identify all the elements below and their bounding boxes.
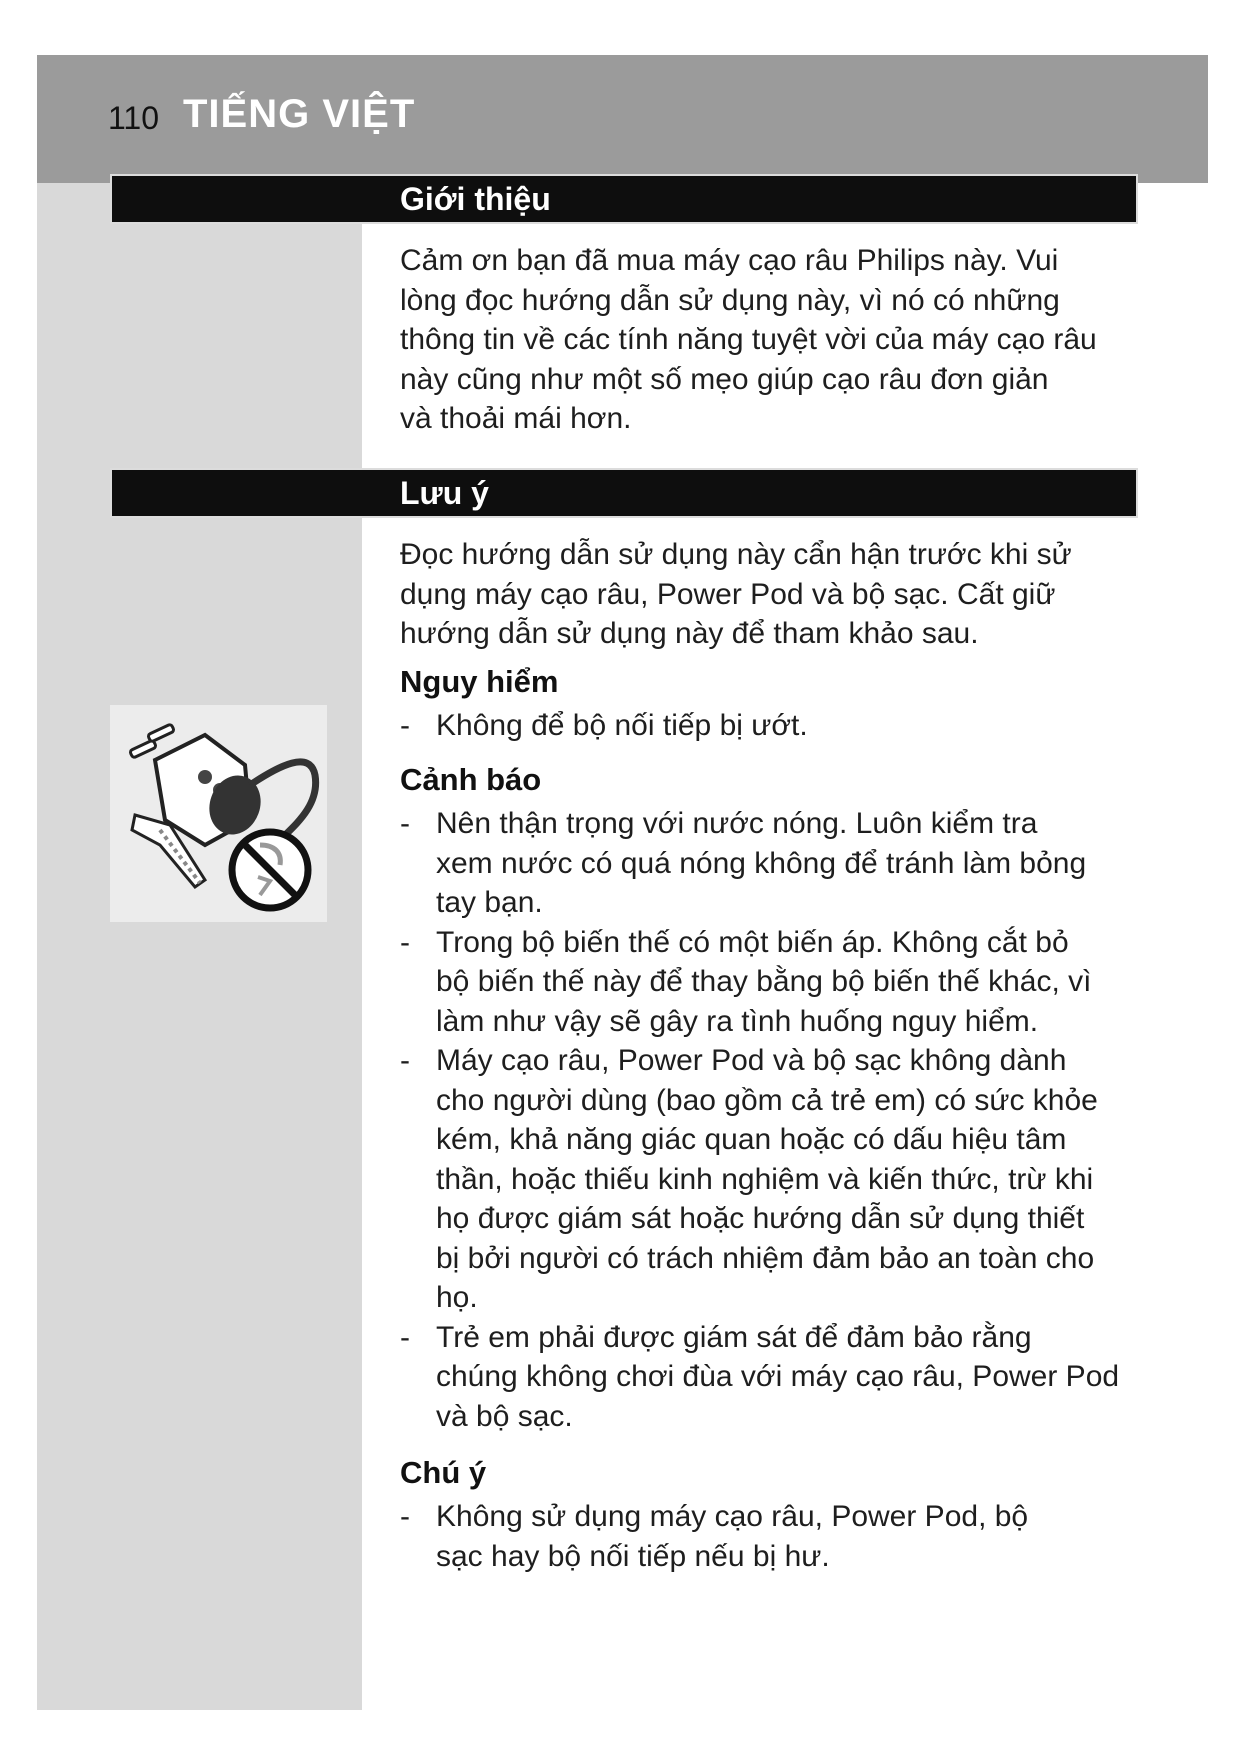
text-line: thông tin về các tính năng tuyệt vời của máy cạo râu [400, 323, 1097, 356]
text-line: - Trẻ em phải được giám sát để đảm bảo rằng [436, 1320, 1032, 1354]
warning-heading: Cảnh báo [400, 762, 542, 797]
text-line: làm như vậy sẽ gây ra tình huống nguy hiểm. [436, 1004, 1039, 1038]
text-line: họ được giám sát hoặc hướng dẫn sử dụng thiết [436, 1202, 1085, 1235]
text-line: thần, hoặc thiếu kinh nghiệm và kiến thức, trừ khi [436, 1162, 1094, 1196]
text-line: xem nước có quá nóng không để tránh làm bỏng [436, 846, 1087, 880]
text-line: lòng đọc hướng dẫn sử dụng này, vì nó có những [400, 283, 1060, 317]
text-line: - Trong bộ biến thế có một biến áp. Không cắt bỏ [436, 925, 1069, 959]
text-line: - Nên thận trọng với nước nóng. Luôn kiểm tra [436, 807, 1038, 840]
language-title: TIẾNG VIỆT [183, 92, 416, 136]
list-item [400, 1041, 1160, 1318]
caution-list [400, 1497, 1160, 1576]
danger-heading: Nguy hiểm [400, 664, 559, 699]
text-line: bộ biến thế này để thay bằng bộ biến thế khác, vì [436, 965, 1092, 998]
text-line: này cũng như một số mẹo giúp cạo râu đơn giản [400, 362, 1049, 396]
adapter-illustration-svg [110, 705, 327, 922]
text-line: chúng không chơi đùa với máy cạo râu, Power Pod [436, 1360, 1120, 1393]
text-line: tay bạn. [436, 886, 543, 919]
section-bar-important [110, 468, 1138, 518]
text-line: và thoải mái hơn. [400, 402, 632, 435]
intro-paragraph [400, 241, 1140, 439]
page-number: 110 [108, 100, 160, 136]
text-line: kém, khả năng giác quan hoặc có dấu hiệu tâm [436, 1123, 1067, 1156]
no-water-adapter-icon [110, 705, 327, 922]
important-paragraph [400, 535, 1140, 654]
list-item [400, 706, 1160, 746]
list-item [400, 1497, 1160, 1576]
section-bar-intro [110, 174, 1138, 224]
danger-list [400, 706, 1160, 746]
text-line: - Không sử dụng máy cạo râu, Power Pod, bộ [436, 1500, 1029, 1533]
text-line: Cảm ơn bạn đã mua máy cạo râu Philips này. Vui [400, 244, 1059, 277]
caution-heading: Chú ý [400, 1455, 487, 1490]
warning-list [400, 804, 1160, 1436]
text-line: sạc hay bộ nối tiếp nếu bị hư. [436, 1539, 830, 1573]
text-line: - Máy cạo râu, Power Pod và bộ sạc không dành [436, 1044, 1067, 1077]
side-band [37, 183, 362, 1710]
section-title-intro: Giới thiệu [400, 181, 551, 217]
text-line: và bộ sạc. [436, 1399, 573, 1433]
section-title-important: Lưu ý [400, 475, 489, 511]
list-item [400, 1318, 1160, 1437]
list-item [400, 923, 1160, 1042]
list-item [400, 804, 1160, 923]
text-line: - Không để bộ nối tiếp bị ướt. [436, 709, 808, 742]
text-line: dụng máy cạo râu, Power Pod và bộ sạc. Cất giữ [400, 577, 1056, 611]
text-line: cho người dùng (bao gồm cả trẻ em) có sức khỏe [436, 1083, 1098, 1117]
text-line: Đọc hướng dẫn sử dụng này cẩn hận trước khi sử [400, 538, 1072, 571]
text-line: bị bởi người có trách nhiệm đảm bảo an toàn cho [436, 1241, 1095, 1275]
text-line: hướng dẫn sử dụng này để tham khảo sau. [400, 617, 979, 650]
text-line: họ. [436, 1281, 478, 1314]
